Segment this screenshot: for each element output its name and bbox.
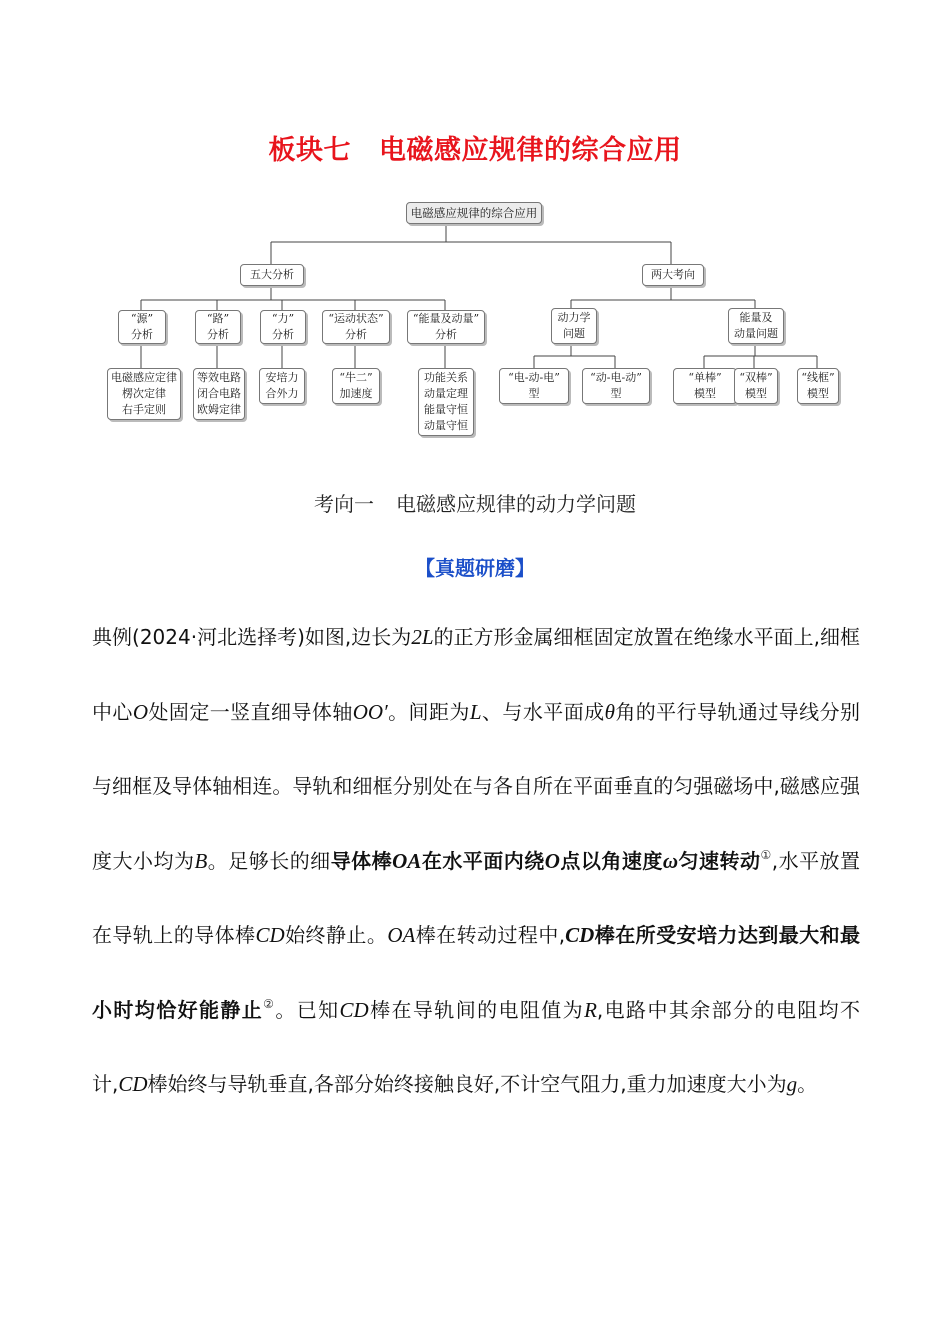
key-condition-2: CD棒在所受安培力达到最大和最小时均恰好能静止 [92,923,861,1022]
node-energy-analysis: “能量及动量” 分析 [407,310,485,344]
key-condition-1: 导体棒OA在水平面内绕O点以角速度ω匀速转动 [330,848,761,873]
node-circuit-detail: 等效电路 闭合电路 欧姆定律 [193,368,245,420]
annotation-mark-2: ② [263,996,276,1011]
node-model-double-rod: “双棒” 模型 [734,368,778,404]
node-circuit-analysis: “路” 分析 [195,310,241,344]
node-motion-detail: “牛二” 加速度 [332,368,380,404]
example-problem-text: 典例(2024·河北选择考)如图,边长为2L的正方形金属细框固定放置在绝缘水平面上,细框中心O处固定一竖直细导体轴OO′。间距为L、与水平面成θ角的平行导轨通过导线分别与细框及导体轴相连。导轨和细框分别处在与各自所在平面垂直的匀强磁场中,磁感应强度大小均为B。足够长的细导体棒OA在水平面内绕O点以角速度ω匀速转动①,水平放置在导轨上的导体棒CD始终静止。OA棒在转动过程中,CD棒在所受安培力达到最大和最小时均恰好能静止②。已知CD棒在导轨间的电阻值为R,电路中其余部分的电阻均不计,CD棒始终与导轨垂直,各部分始终接触良好,不计空气阻力,重力加速度大小为g。 [92,625,861,1096]
node-model-single-rod: “单棒” 模型 [673,368,737,404]
node-model-e-m-e: “电-动-电” 型 [499,368,569,404]
section-heading [0,488,950,517]
node-root: 电磁感应规律的综合应用 [406,202,542,224]
node-force-analysis: “力” 分析 [260,310,306,344]
node-energy-detail: 功能关系 动量定理 能量守恒 动量守恒 [418,368,474,436]
section-title: 电磁感应规律的动力学问题 [396,492,636,516]
node-two-directions: 两大考向 [642,264,704,286]
connector-left [141,284,445,310]
section-label: 考向一 [314,492,374,516]
connector-right [571,284,755,308]
page-title [0,128,950,167]
title-part-2: 电磁感应规律的综合应用 [379,135,682,166]
connector-left-details [141,343,445,368]
concept-map [100,196,860,446]
annotation-mark-1: ① [760,847,772,862]
node-model-m-e-m: “动-电-动” 型 [582,368,650,404]
node-five-analyses: 五大分析 [240,264,304,286]
node-motion-analysis: “运动状态” 分析 [322,310,390,344]
connector-right-models [534,342,817,368]
node-force-detail: 安培力 合外力 [259,368,305,404]
connector-root [271,222,671,264]
node-source-analysis: “源” 分析 [118,310,166,344]
exam-practice-heading: 【真题研磨】 [415,556,535,580]
node-source-detail: 电磁感应定律 楞次定律 右手定则 [107,368,181,420]
title-part-1: 板块七 [268,135,351,166]
node-dynamics-problem: 动力学 问题 [551,308,597,344]
node-energy-momentum-problem: 能量及 动量问题 [728,308,784,344]
node-model-frame: “线框” 模型 [797,368,839,404]
